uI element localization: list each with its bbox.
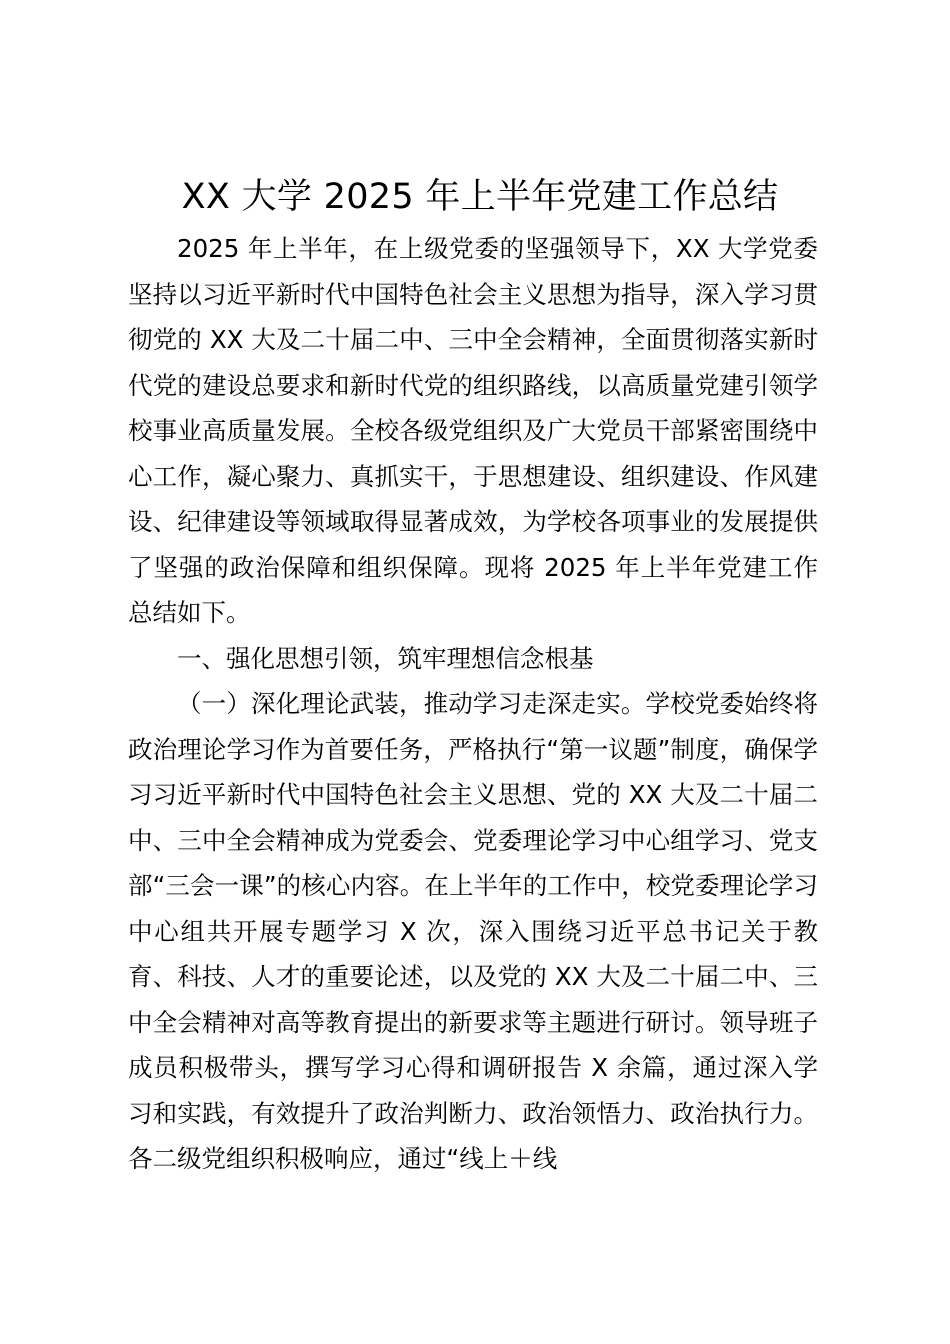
document-body: [128, 226, 818, 1182]
subsection-paragraph: （一）深化理论武装，推动学习走深走实。学校党委始终将政治理论学习作为首要任务，严格执行“第一议题”制度，确保学习习近平新时代中国特色社会主义思想、党的 XX 大及二十届二中、三中全会精神成为党委会、党委理论学习中心组学习、党支部“三会一课”的核心内容。在上半年的工作中，校党委理论学习中心组共开展专题学习 X 次，深入围绕习近平总书记关于教育、科技、人才的重要论述，以及党的 XX 大及二十届二中、三中全会精神对高等教育提出的新要求等主题进行研讨。领导班子成员积极带头，撰写学习心得和调研报告 X 余篇，通过深入学习和实践，有效提升了政治判断力、政治领悟力、政治执行力。各二级党组织积极响应，通过“线上＋线: [128, 689, 818, 1173]
intro-paragraph: 2025 年上半年，在上级党委的坚强领导下，XX 大学党委坚持以习近平新时代中国特色社会主义思想为指导，深入学习贯彻党的 XX 大及二十届二中、三中全会精神，全面贯彻落实新时代党的建设总要求和新时代党的组织路线，以高质量党建引领学校事业高质量发展。全校各级党组织及广大党员干部紧密围绕中心工作，凝心聚力、真抓实干，于思想建设、组织建设、作风建设、纪律建设等领域取得显著成效，为学校各项事业的发展提供了坚强的政治保障和组织保障。现将 2025 年上半年党建工作总结如下。: [128, 234, 818, 627]
section-heading: 一、强化思想引领，筑牢理想信念根基: [177, 643, 594, 673]
document-title: XX 大学 2025 年上半年党建工作总结: [181, 177, 779, 217]
